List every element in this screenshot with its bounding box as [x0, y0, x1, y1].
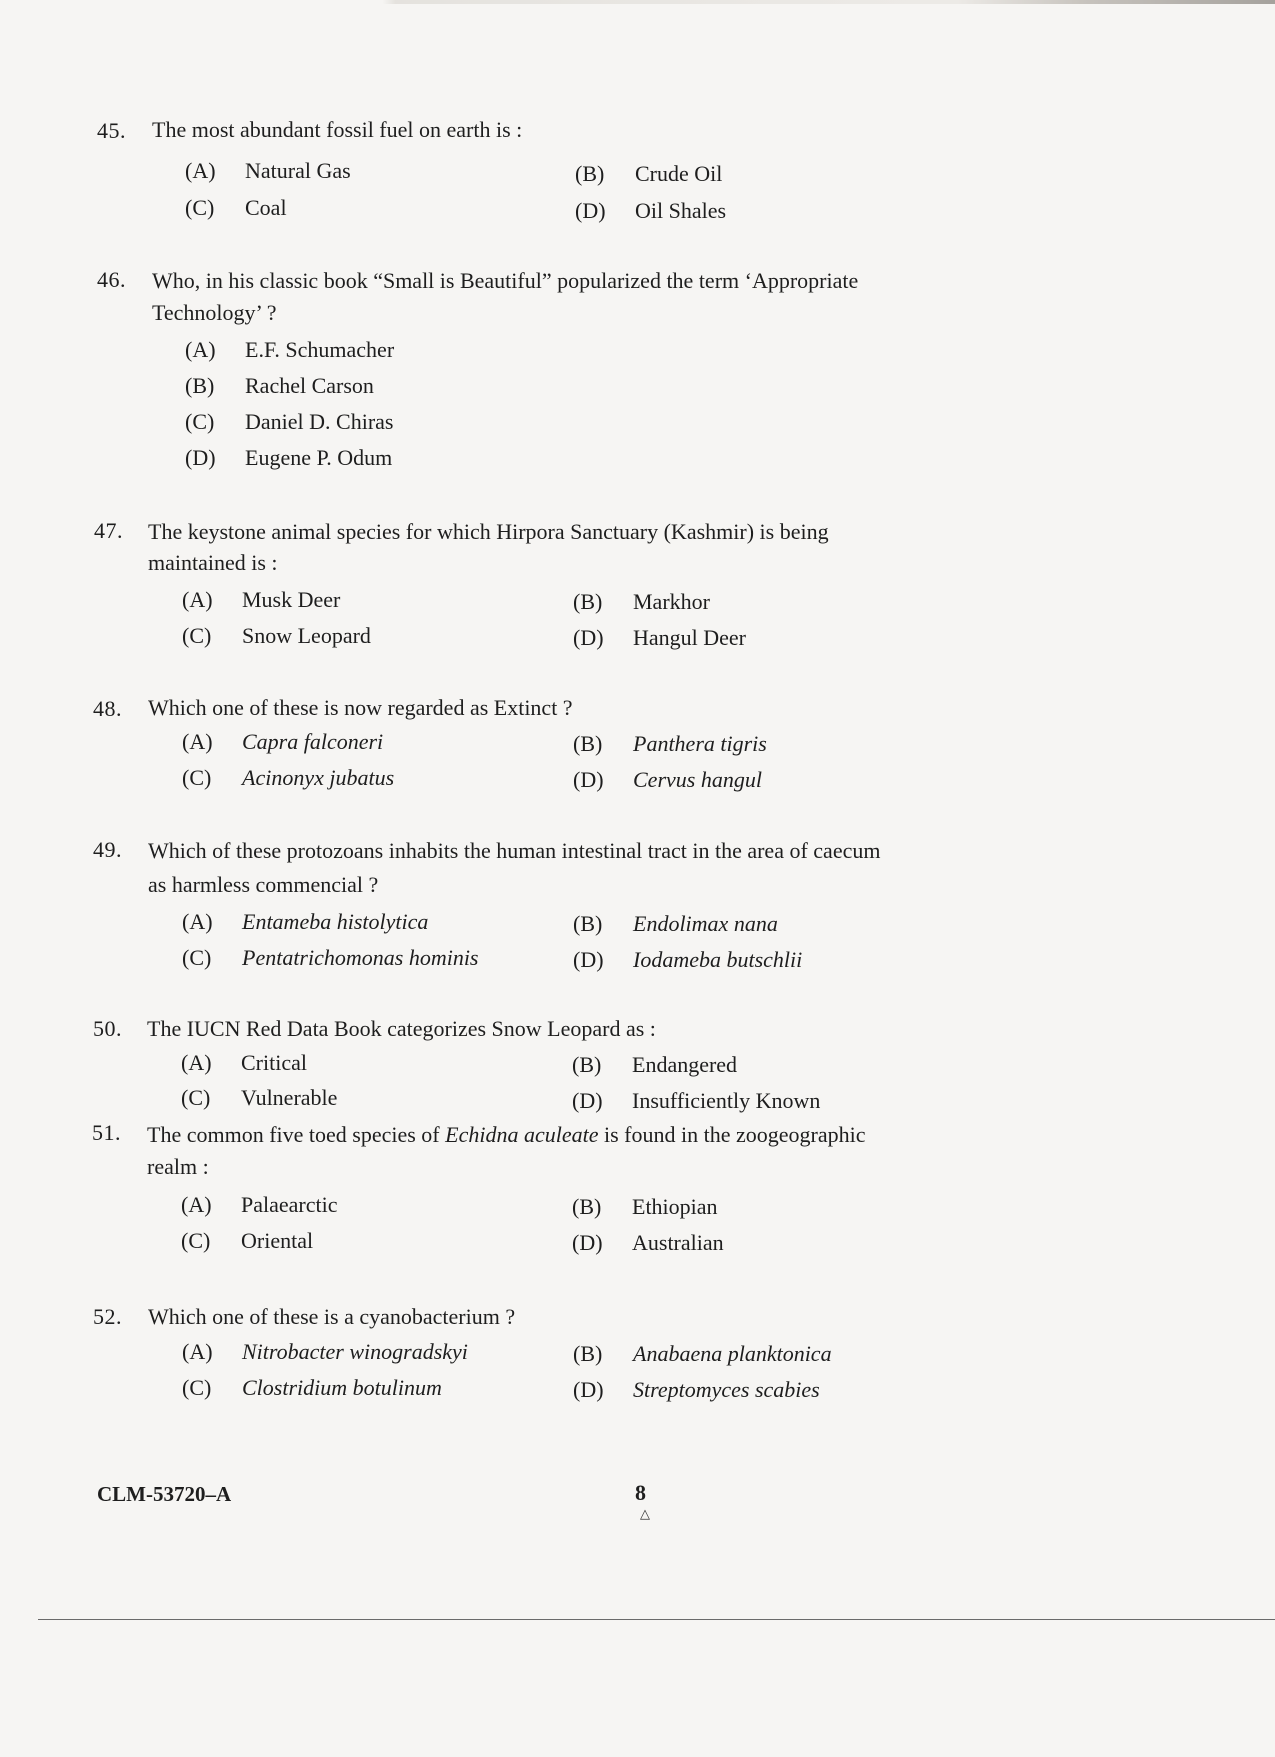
option-letter: (A)	[181, 1192, 212, 1217]
option-c[interactable]	[182, 623, 371, 649]
option-d[interactable]	[573, 625, 746, 651]
question-text-pre: The common five toed species of	[147, 1122, 446, 1147]
option-d[interactable]	[572, 1088, 820, 1114]
option-a[interactable]	[182, 729, 383, 755]
question-number: 47.	[94, 518, 123, 543]
question-text-line-2: as harmless commencial ?	[148, 872, 379, 897]
option-letter: (A)	[185, 158, 216, 183]
option-letter: (B)	[573, 589, 603, 614]
option-value: Endangered	[632, 1052, 738, 1077]
option-letter: (D)	[575, 198, 606, 223]
question-number: 49.	[93, 837, 122, 862]
question-text: Which one of these is now regarded as Extinct ?	[148, 695, 573, 720]
option-a[interactable]	[182, 1339, 468, 1365]
option-d[interactable]	[573, 767, 762, 793]
option-letter: (D)	[573, 1377, 604, 1402]
option-letter: (C)	[181, 1228, 211, 1253]
option-c[interactable]	[182, 765, 394, 791]
option-a[interactable]	[181, 1050, 307, 1076]
option-c[interactable]	[182, 945, 479, 971]
option-b[interactable]	[573, 731, 767, 757]
option-letter: (A)	[182, 1339, 213, 1364]
option-value: Ethiopian	[632, 1194, 718, 1219]
option-letter: (A)	[182, 729, 213, 754]
question-text-post: is found in the zoogeographic	[598, 1122, 866, 1147]
option-d[interactable]	[573, 947, 802, 973]
page-number: 8	[635, 1480, 646, 1505]
option-value: Nitrobacter winogradskyi	[242, 1339, 468, 1364]
option-value: Panthera tigris	[633, 731, 767, 756]
question-number: 51.	[92, 1120, 121, 1145]
option-value: Cervus hangul	[633, 767, 762, 792]
option-value: Oil Shales	[635, 198, 727, 223]
option-value: Australian	[632, 1230, 724, 1255]
option-letter: (C)	[185, 409, 215, 434]
question-number: 45.	[97, 118, 126, 143]
option-value: Vulnerable	[241, 1085, 338, 1110]
option-c[interactable]	[185, 409, 393, 435]
option-value: Oriental	[241, 1228, 314, 1253]
option-a[interactable]	[181, 1192, 338, 1218]
option-value: Hangul Deer	[633, 625, 747, 650]
option-letter: (B)	[572, 1052, 602, 1077]
option-c[interactable]	[181, 1228, 313, 1254]
option-letter: (C)	[182, 1375, 212, 1400]
option-value: Daniel D. Chiras	[245, 409, 394, 434]
option-letter: (D)	[572, 1230, 603, 1255]
option-value: Musk Deer	[242, 587, 341, 612]
question-text-line-1	[147, 1120, 967, 1150]
option-d[interactable]	[185, 445, 392, 471]
option-value: Crude Oil	[635, 161, 723, 186]
option-letter: (D)	[573, 767, 604, 792]
option-a[interactable]	[185, 337, 394, 363]
option-letter: (B)	[573, 1341, 603, 1366]
option-letter: (D)	[572, 1088, 603, 1113]
option-b[interactable]	[572, 1052, 737, 1078]
question-text-line-2: Technology’ ?	[152, 300, 277, 325]
option-a[interactable]	[182, 909, 428, 935]
option-b[interactable]	[573, 589, 710, 615]
option-value: Anabaena planktonica	[633, 1341, 832, 1366]
question-text: The most abundant fossil fuel on earth is :	[152, 117, 523, 142]
option-b[interactable]	[572, 1194, 718, 1220]
question-number: 52.	[93, 1304, 122, 1329]
option-d[interactable]	[575, 198, 726, 224]
option-value: Capra falconeri	[242, 729, 384, 754]
option-value: E.F. Schumacher	[245, 337, 395, 362]
option-letter: (A)	[182, 587, 213, 612]
option-c[interactable]	[181, 1085, 337, 1111]
option-value: Snow Leopard	[242, 623, 371, 648]
option-d[interactable]	[572, 1230, 724, 1256]
option-d[interactable]	[573, 1377, 820, 1403]
question-number: 46.	[97, 267, 126, 292]
question-text-line-1: Who, in his classic book “Small is Beautiful” popularized the term ‘Appropriate	[152, 268, 859, 293]
option-letter: (C)	[181, 1085, 211, 1110]
question-text-line-1: The keystone animal species for which Hirpora Sanctuary (Kashmir) is being	[148, 519, 829, 544]
option-value: Eugene P. Odum	[245, 445, 393, 470]
option-value: Endolimax nana	[633, 911, 778, 936]
question-text-line-2: realm :	[147, 1154, 209, 1179]
option-value: Streptomyces scabies	[633, 1377, 820, 1402]
option-c[interactable]	[185, 195, 287, 221]
option-value: Markhor	[633, 589, 710, 614]
option-value: Acinonyx jubatus	[242, 765, 395, 790]
option-value: Rachel Carson	[245, 373, 374, 398]
question-number: 50.	[93, 1016, 122, 1041]
option-value: Entameba histolytica	[242, 909, 429, 934]
option-value: Clostridium botulinum	[242, 1375, 442, 1400]
option-letter: (B)	[573, 731, 603, 756]
option-value: Insufficiently Known	[632, 1088, 821, 1113]
option-letter: (A)	[185, 337, 216, 362]
option-letter: (D)	[573, 947, 604, 972]
option-c[interactable]	[182, 1375, 442, 1401]
option-b[interactable]	[575, 161, 722, 187]
option-letter: (C)	[182, 945, 212, 970]
option-value: Critical	[241, 1050, 307, 1075]
question-text-line-2: maintained is :	[148, 550, 278, 575]
bottom-divider	[38, 1619, 1275, 1620]
question-text: Which one of these is a cyanobacterium ?	[148, 1304, 516, 1329]
triangle-mark-icon: △	[640, 1506, 650, 1521]
option-b[interactable]	[573, 911, 778, 937]
option-value: Palaearctic	[241, 1192, 338, 1217]
option-letter: (A)	[181, 1050, 212, 1075]
option-letter: (B)	[185, 373, 215, 398]
option-value: Iodameba butschlii	[633, 947, 803, 972]
option-letter: (B)	[572, 1194, 602, 1219]
option-letter: (C)	[182, 623, 212, 648]
option-letter: (A)	[182, 909, 213, 934]
question-number: 48.	[93, 696, 122, 721]
option-a[interactable]	[185, 158, 351, 184]
question-text: The IUCN Red Data Book categorizes Snow Leopard as :	[147, 1016, 656, 1041]
option-letter: (B)	[573, 911, 603, 936]
option-a[interactable]	[182, 587, 340, 613]
option-value: Pentatrichomonas hominis	[242, 945, 479, 970]
option-letter: (D)	[185, 445, 216, 470]
option-b[interactable]	[185, 373, 374, 399]
option-value: Natural Gas	[245, 158, 351, 183]
option-letter: (D)	[573, 625, 604, 650]
option-letter: (C)	[185, 195, 215, 220]
top-scan-edge	[0, 0, 1275, 4]
option-b[interactable]	[573, 1341, 832, 1367]
paper-code: CLM-53720–A	[97, 1482, 232, 1506]
option-letter: (C)	[182, 765, 212, 790]
option-value: Coal	[245, 195, 287, 220]
species-name: Echidna aculeate	[445, 1122, 599, 1147]
question-text-line-1: Which of these protozoans inhabits the human intestinal tract in the area of caecum	[148, 838, 881, 863]
option-letter: (B)	[575, 161, 605, 186]
